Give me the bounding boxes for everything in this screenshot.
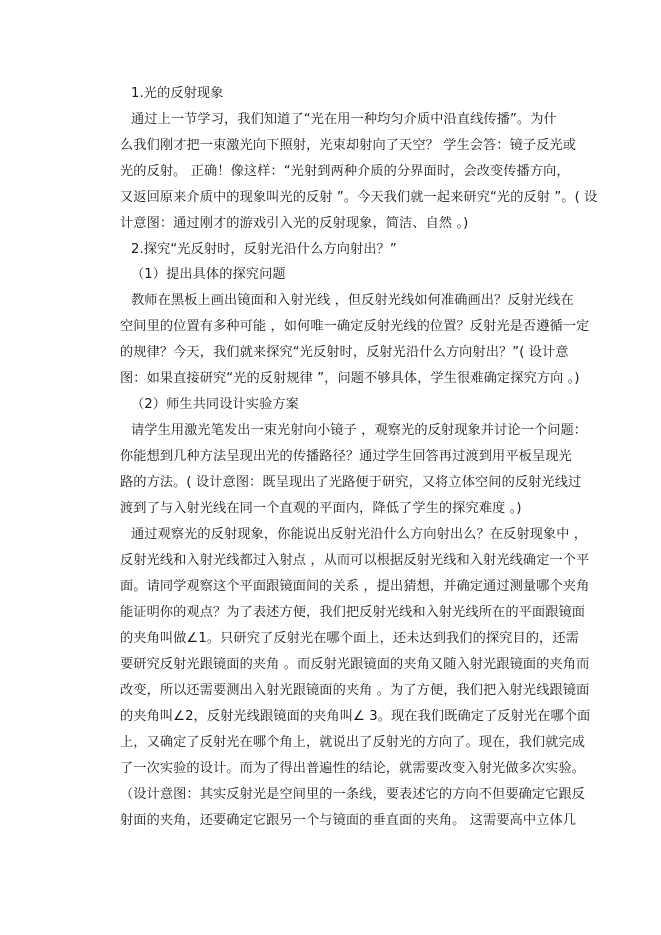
paragraph-line: 通过观察光的反射现象，你能说出反射光沿什么方向射出么？在反射现象中 ， [131,527,588,542]
paragraph-line: （设计意图：其实反射光是空间里的一条线，要表述它的方向不但要确定它跟反 [120,787,586,802]
paragraph-line: 能证明你的观点？为了表述方便，我们把反射光线和入射光线所在的平面跟镜面 [120,605,586,620]
paragraph-line: 请学生用激光笔发出一束光射向小镜子 ，观察光的反射现象并讨论一个问题： [131,423,588,438]
paragraph-line: 通过上一节学习，我们知道了“光在用一种均匀介质中沿直线传播”。为什 [131,112,557,127]
paragraph-line: 图：如果直接研究“光的反射规律 ”，问题不够具体，学生很难确定探究方向 。) [120,371,580,386]
subheading-design: （2）师生共同设计实验方案 [131,397,299,412]
paragraph-line: 计意图：通过刚才的游戏引入光的反射现象，简洁、自然 。) [120,216,469,231]
paragraph-line: 的夹角叫∠2，反射光线跟镜面的夹角叫∠ 3。现在我们既确定了反射光在哪个面 [120,709,591,724]
paragraph-line: 渡到了与入射光线在同一个直观的平面内，降低了学生的探究难度 。) [120,501,522,516]
paragraph-line: 反射光线和入射光线都过入射点 ，从而可以根据反射光线和入射光线确定一个平 [120,553,590,568]
section-heading-reflection: 1.光的反射现象 [131,86,224,101]
paragraph-line: 面。请同学观察这个平面跟镜面间的关系 ，提出猜想，并确定通过测量哪个夹角 [120,579,590,594]
subheading-problem: （1）提出具体的探究问题 [131,267,286,282]
paragraph-line: 的规律？今天，我们就来探究“光反射时，反射光沿什么方向射出？”( 设计意 [120,345,569,360]
paragraph-line: 教师在黑板上画出镜面和入射光线 ，但反射光线如何准确画出？反射光线在 [131,293,574,308]
paragraph-line: 你能想到几种方法呈现出光的传播路径？通过学生回答再过渡到用平板呈现光 [120,449,572,464]
paragraph-line: 上，又确定了反射光在哪个角上，就说出了反射光的方向了。现在，我们就完成 [120,735,586,750]
paragraph-line: 路的方法。( 设计意图：既呈现出了光路便于研究，又将立体空间的反射光线过 [120,475,582,490]
paragraph-line: 了一次实验的设计。而为了得出普遍性的结论，就需要改变入射光做多次实验。 [120,761,586,776]
paragraph-line: 么我们刚才把一束激光向下照射，光束却射向了天空？ 学生会答：镜子反光或 [120,138,577,153]
paragraph-line: 的夹角叫做∠1。只研究了反射光在哪个面上，还未达到我们的探究目的，还需 [120,631,579,646]
paragraph-line: 射面的夹角，还要确定它跟另一个与镜面的垂直面的夹角。 这需要高中立体几 [120,813,577,828]
paragraph-line: 又返回原来介质中的现象叫光的反射 ”。今天我们就一起来研究“光的反射 ”。( 设 [120,190,598,205]
paragraph-line: 光的反射。 正确！像这样：“光射到两种介质的分界面时，会改变传播方向， [120,164,570,179]
paragraph-line: 空间里的位置有多种可能 ，如何唯一确定反射光线的位置？反射光是否遵循一定 [120,319,590,334]
paragraph-line: 改变，所以还需要测出入射光跟镜面的夹角 。为了方便，我们把入射光线跟镜面 [120,683,590,698]
section-heading-explore: 2.探究“光反射时，反射光沿什么方向射出？” [131,242,397,257]
paragraph-line: 要研究反射光跟镜面的夹角 。而反射光跟镜面的夹角又随入射光跟镜面的夹角而 [120,657,590,672]
